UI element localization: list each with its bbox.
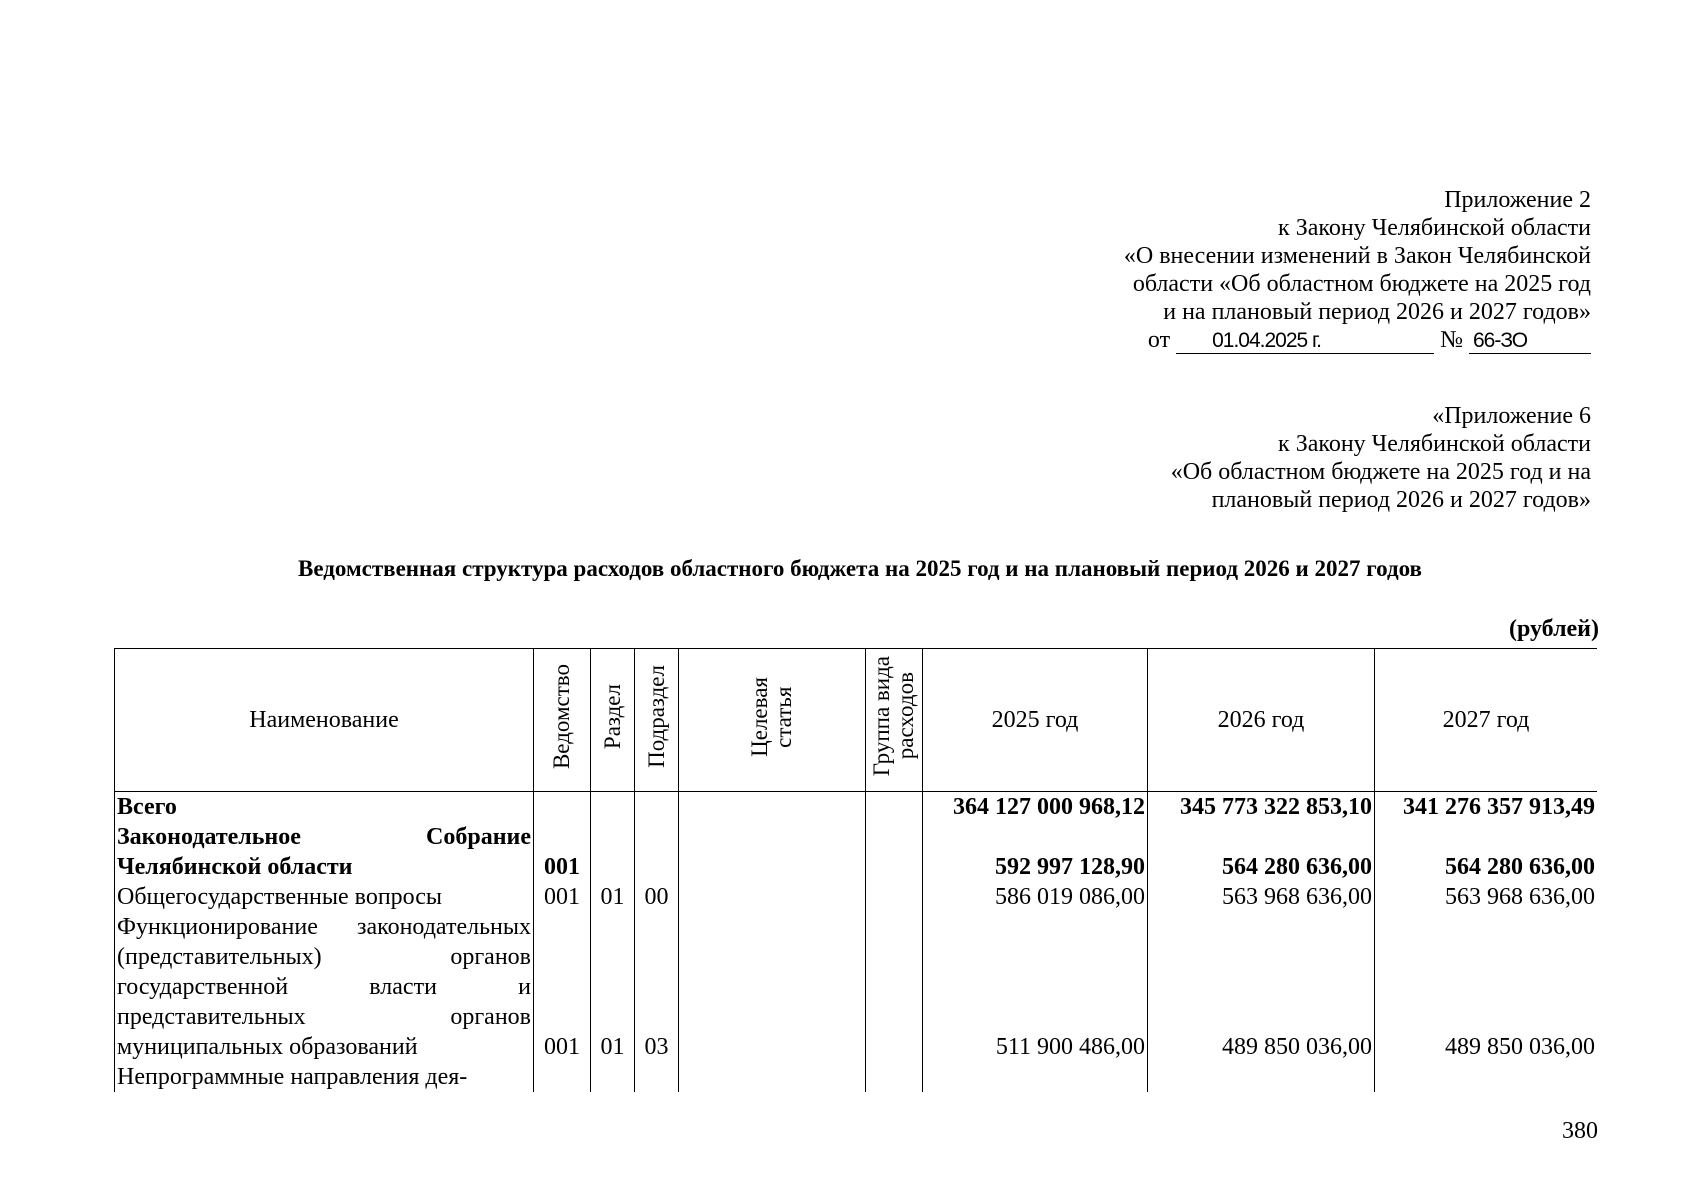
row-vr	[866, 882, 923, 912]
row-ved: 001	[534, 882, 591, 912]
header-gruppa-line2: расходов	[893, 672, 918, 761]
row-2027: 564 280 636,00	[1375, 822, 1598, 882]
law-number: 66-ЗО	[1469, 329, 1591, 354]
annex2-header	[1124, 186, 1591, 354]
header-name	[115, 649, 534, 792]
header-2026-label: 2026 год	[1217, 706, 1305, 733]
header-celevaya-line1: Целевая	[747, 676, 772, 757]
row-2025: 586 019 086,00	[923, 882, 1148, 912]
row-vr	[866, 912, 923, 1062]
header-vedomstvo	[534, 649, 591, 792]
annex2-line5: и на плановый период 2026 и 2027 годов»	[1163, 299, 1591, 325]
page-number: 380	[1562, 1118, 1598, 1144]
row-2025: 511 900 486,00	[923, 912, 1148, 1062]
header-podrazdel-label: Подраздел	[643, 665, 669, 768]
row-name: Законодательное Собрание Челябинской области	[115, 822, 534, 882]
row-2025	[923, 1062, 1148, 1092]
row-ved: 001	[534, 912, 591, 1062]
row-razdel	[591, 822, 635, 882]
row-cs	[679, 822, 866, 882]
table-row	[115, 882, 1598, 912]
row-name: Всего	[115, 792, 534, 823]
header-2027	[1375, 649, 1598, 792]
header-razdel-label: Раздел	[599, 683, 625, 750]
annex6-header	[1171, 402, 1591, 514]
row-2025: 592 997 128,90	[923, 822, 1148, 882]
row-razdel: 01	[591, 912, 635, 1062]
table-row	[115, 1062, 1598, 1092]
row-2027: 489 850 036,00	[1375, 912, 1598, 1062]
row-vr	[866, 822, 923, 882]
header-celevaya-statya	[679, 649, 866, 792]
annex6-line4: плановый период 2026 и 2027 годов»	[1211, 487, 1591, 513]
table-row	[115, 822, 1598, 882]
row-ved	[534, 792, 591, 823]
row-cs	[679, 882, 866, 912]
header-2025-label: 2025 год	[991, 706, 1079, 733]
header-celevaya-line2: статья	[771, 685, 796, 748]
row-2026: 489 850 036,00	[1148, 912, 1375, 1062]
row-cs	[679, 792, 866, 823]
annex6-line3: «Об областном бюджете на 2025 год и на	[1170, 459, 1591, 485]
row-podrazdel: 03	[635, 912, 679, 1062]
header-celevaya-statya-label	[748, 677, 796, 757]
row-2026: 345 773 322 853,10	[1148, 792, 1375, 823]
row-podrazdel	[635, 792, 679, 823]
row-name: Непрограммные направления дея-	[115, 1062, 534, 1092]
row-2026	[1148, 1062, 1375, 1092]
row-2027: 341 276 357 913,49	[1375, 792, 1598, 823]
ot-label: от	[1147, 327, 1171, 353]
row-vr	[866, 1062, 923, 1092]
row-razdel: 01	[591, 882, 635, 912]
annex2-signature-line	[1124, 326, 1591, 354]
row-ved: 001	[534, 822, 591, 882]
annex2-line1: Приложение 2	[1444, 187, 1591, 213]
header-2026	[1148, 649, 1375, 792]
row-razdel	[591, 792, 635, 823]
row-podrazdel: 00	[635, 882, 679, 912]
row-name: Общегосударственные вопросы	[115, 882, 534, 912]
header-gruppa-line1: Группа вида	[869, 656, 894, 777]
annex2-line2: к Закону Челябинской области	[1278, 215, 1591, 241]
header-razdel	[591, 649, 635, 792]
row-cs	[679, 1062, 866, 1092]
document-title: Ведомственная структура расходов областного бюджета на 2025 год и на плановый период 2026 и 2027 годов	[298, 556, 1422, 581]
expenditure-table-wrapper	[114, 648, 1597, 1100]
row-2026: 563 968 636,00	[1148, 882, 1375, 912]
header-2027-label: 2027 год	[1442, 706, 1530, 733]
units-label: (рублей)	[1508, 616, 1599, 642]
expenditure-table	[114, 648, 1597, 1092]
table-header-row	[115, 649, 1598, 792]
table-row	[115, 792, 1598, 823]
header-vedomstvo-label: Ведомство	[549, 663, 574, 770]
annex6-line1: «Приложение 6	[1432, 403, 1591, 429]
adoption-date: 01.04.2025 г.	[1176, 329, 1434, 354]
header-2025	[923, 649, 1148, 792]
annex2-line3: «О внесении изменений в Закон Челябинской	[1123, 243, 1591, 269]
row-2027	[1375, 1062, 1598, 1092]
row-cs	[679, 912, 866, 1062]
row-name: Функционирование законодательных (представительных) органов государственной власти и представительных органов муниципальных образований	[115, 912, 534, 1062]
annex2-line4: области «Об областном бюджете на 2025 год	[1132, 271, 1591, 297]
header-name-label: Наименование	[249, 706, 399, 733]
header-gruppa-vida-label	[870, 656, 918, 776]
table-row	[115, 912, 1598, 1062]
row-ved	[534, 1062, 591, 1092]
row-2027: 563 968 636,00	[1375, 882, 1598, 912]
row-podrazdel	[635, 822, 679, 882]
header-gruppa-vida	[866, 649, 923, 792]
row-vr	[866, 792, 923, 823]
annex6-line2: к Закону Челябинской области	[1278, 431, 1591, 457]
header-podrazdel	[635, 649, 679, 792]
number-label: №	[1440, 327, 1463, 353]
row-razdel	[591, 1062, 635, 1092]
row-2026: 564 280 636,00	[1148, 822, 1375, 882]
row-2025: 364 127 000 968,12	[923, 792, 1148, 823]
row-podrazdel	[635, 1062, 679, 1092]
